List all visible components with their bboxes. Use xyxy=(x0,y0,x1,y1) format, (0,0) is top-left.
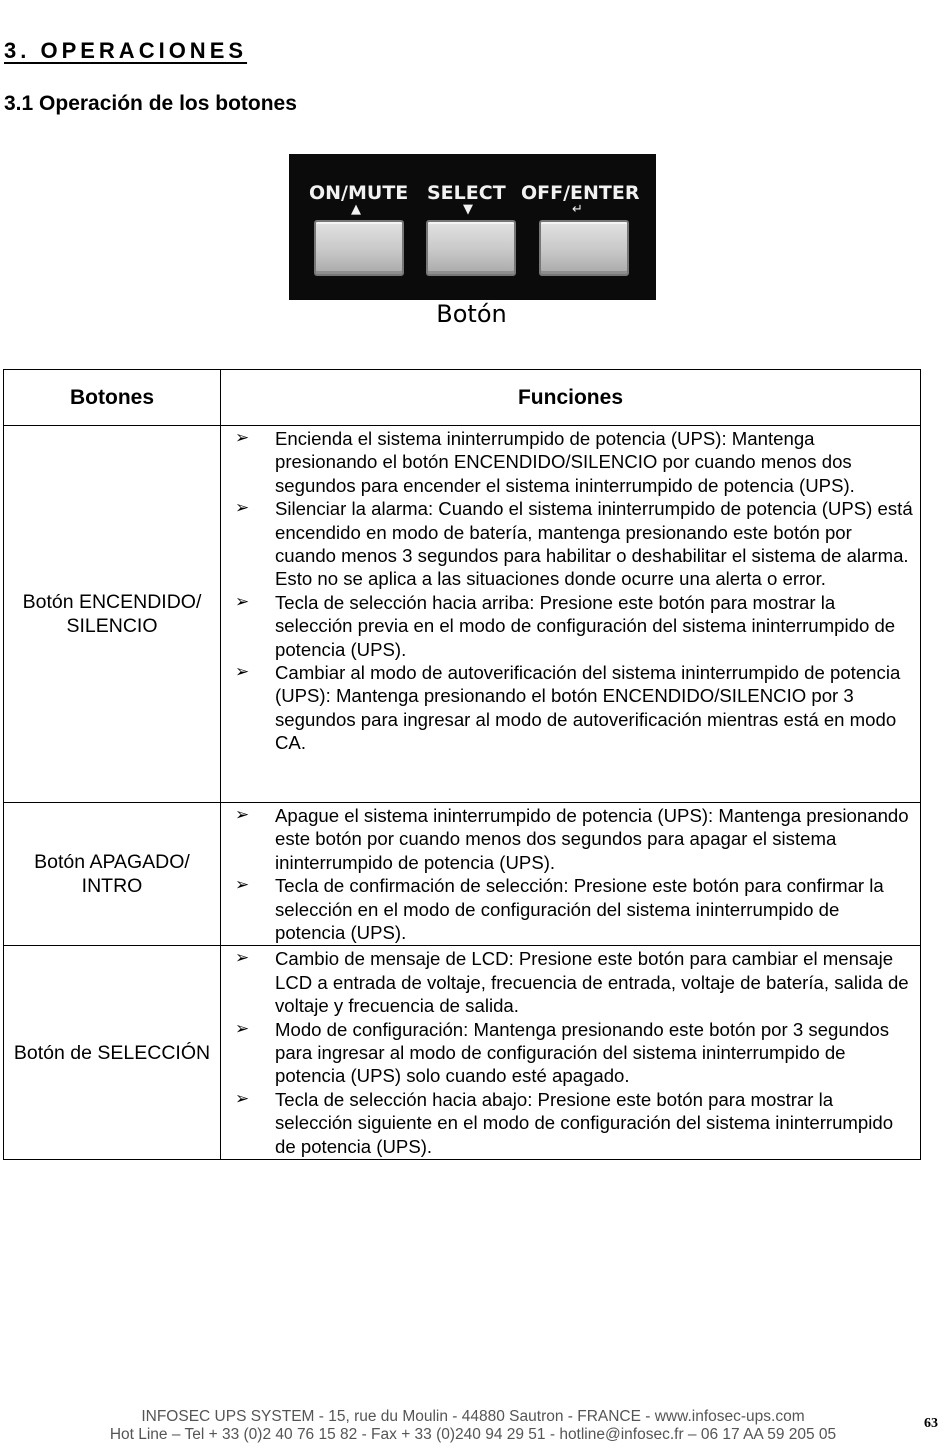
bullet-arrow-icon: ➢ xyxy=(235,805,250,825)
button-functions-table xyxy=(3,369,921,1160)
list-item xyxy=(221,804,920,874)
functions-cell xyxy=(221,946,921,1160)
bullet-arrow-icon: ➢ xyxy=(235,1088,250,1109)
bullet-arrow-icon: ➢ xyxy=(235,428,250,448)
function-text: Apague el sistema ininterrumpido de potencia (UPS): Mantenga presionando este botón por cuando menos dos segundos para apagar el sistema ininterrumpido de potencia (UPS). xyxy=(275,805,909,873)
table-row xyxy=(4,946,921,1160)
bullet-arrow-icon: ➢ xyxy=(235,662,250,683)
bullet-arrow-icon: ➢ xyxy=(235,948,250,969)
functions-list xyxy=(221,803,920,945)
section-title: 3. OPERACIONES xyxy=(4,38,248,63)
functions-cell xyxy=(221,803,921,946)
select-label: SELECT xyxy=(427,182,506,204)
figure-caption: Botón xyxy=(436,300,507,328)
button-name: Botón APAGADO/ INTRO xyxy=(34,851,190,898)
functions-list xyxy=(221,946,920,1159)
list-item xyxy=(221,497,920,591)
list-item xyxy=(221,947,920,1017)
button-name-cell xyxy=(4,946,221,1160)
list-item xyxy=(221,1088,920,1158)
button-panel-photo xyxy=(289,154,656,300)
bullet-arrow-icon: ➢ xyxy=(235,591,250,612)
bullet-arrow-icon: ➢ xyxy=(235,875,250,896)
button-name-cell xyxy=(4,426,221,803)
footer-contact: Hot Line – Tel + 33 (0)2 40 76 15 82 - Fax + 33 (0)240 94 29 51 - hotline@infosec.fr – 06 17 AA 59 205 05 xyxy=(109,1426,837,1443)
function-text: Tecla de selección hacia arriba: Presione este botón para mostrar la selección previa en el modo de configuración del sistema ininterrumpido de potencia (UPS). xyxy=(275,591,896,660)
list-item xyxy=(221,591,920,661)
down-arrow-icon: ▼ xyxy=(463,202,473,217)
functions-list xyxy=(221,426,920,756)
select-key xyxy=(426,220,516,276)
functions-cell xyxy=(221,426,921,803)
list-item xyxy=(221,874,920,944)
subsection-title: 3.1 Operación de los botones xyxy=(4,92,297,115)
button-name: Botón de SELECCIÓN xyxy=(13,1041,211,1064)
enter-arrow-icon: ↵ xyxy=(572,202,583,217)
off-enter-label: OFF/ENTER xyxy=(521,182,640,204)
page-footer xyxy=(0,1408,946,1444)
list-item xyxy=(221,427,920,497)
on-mute-key xyxy=(314,220,404,276)
header-botones: Botones xyxy=(4,370,221,426)
function-text: Cambio de mensaje de LCD: Presione este botón para cambiar el mensaje LCD a entrada de voltaje, frecuencia de entrada, voltaje de batería, salida de voltaje y frecuencia de salida. xyxy=(275,948,909,1017)
list-item xyxy=(221,661,920,755)
function-text: Modo de configuración: Mantenga presionando este botón por 3 segundos para ingresar al modo de configuración del sistema ininterrumpido de potencia (UPS) solo cuando esté apagado. xyxy=(275,1018,890,1087)
header-funciones: Funciones xyxy=(221,370,921,426)
function-text: Silenciar la alarma: Cuando el sistema ininterrumpido de potencia (UPS) está encendido en modo de batería, mantenga presionando este botón por cuando menos 3 segundos para habilitar o deshabilitar el sistema de alarma. Esto no se aplica a las situaciones donde ocurre una alerta o error. xyxy=(275,498,913,590)
page-number: 63 xyxy=(924,1416,938,1431)
function-text: Encienda el sistema ininterrumpido de potencia (UPS): Mantenga presionando el botón ENCENDIDO/SILENCIO por cuando menos dos segundos para encender el sistema ininterrumpido de potencia (UPS). xyxy=(275,428,855,496)
button-name: Botón ENCENDIDO/ SILENCIO xyxy=(22,591,202,637)
function-text: Tecla de selección hacia abajo: Presione este botón para mostrar la selección siguiente en el modo de configuración del sistema ininterrumpido de potencia (UPS). xyxy=(275,1088,894,1157)
table-row xyxy=(4,426,921,803)
function-text: Cambiar al modo de autoverificación del sistema ininterrumpido de potencia (UPS): Mantenga presionando el botón ENCENDIDO/SILENCIO por 3 segundos para ingresar al modo de autoverificación mientras está en modo CA. xyxy=(275,662,901,754)
table-row xyxy=(4,803,921,946)
function-text: Tecla de confirmación de selección: Presione este botón para confirmar la selección en el modo de configuración del sistema ininterrumpido de potencia (UPS). xyxy=(275,875,884,944)
on-mute-label: ON/MUTE xyxy=(309,182,409,204)
up-arrow-icon: ▲ xyxy=(351,202,361,217)
list-item xyxy=(221,1018,920,1088)
table-header-row xyxy=(4,370,921,426)
off-enter-key xyxy=(539,220,629,276)
footer-address: INFOSEC UPS SYSTEM - 15, rue du Moulin - 44880 Sautron - FRANCE - www.infosec-ups.com xyxy=(141,1408,805,1425)
bullet-arrow-icon: ➢ xyxy=(235,1018,250,1039)
bullet-arrow-icon: ➢ xyxy=(235,498,250,519)
button-name-cell xyxy=(4,803,221,946)
